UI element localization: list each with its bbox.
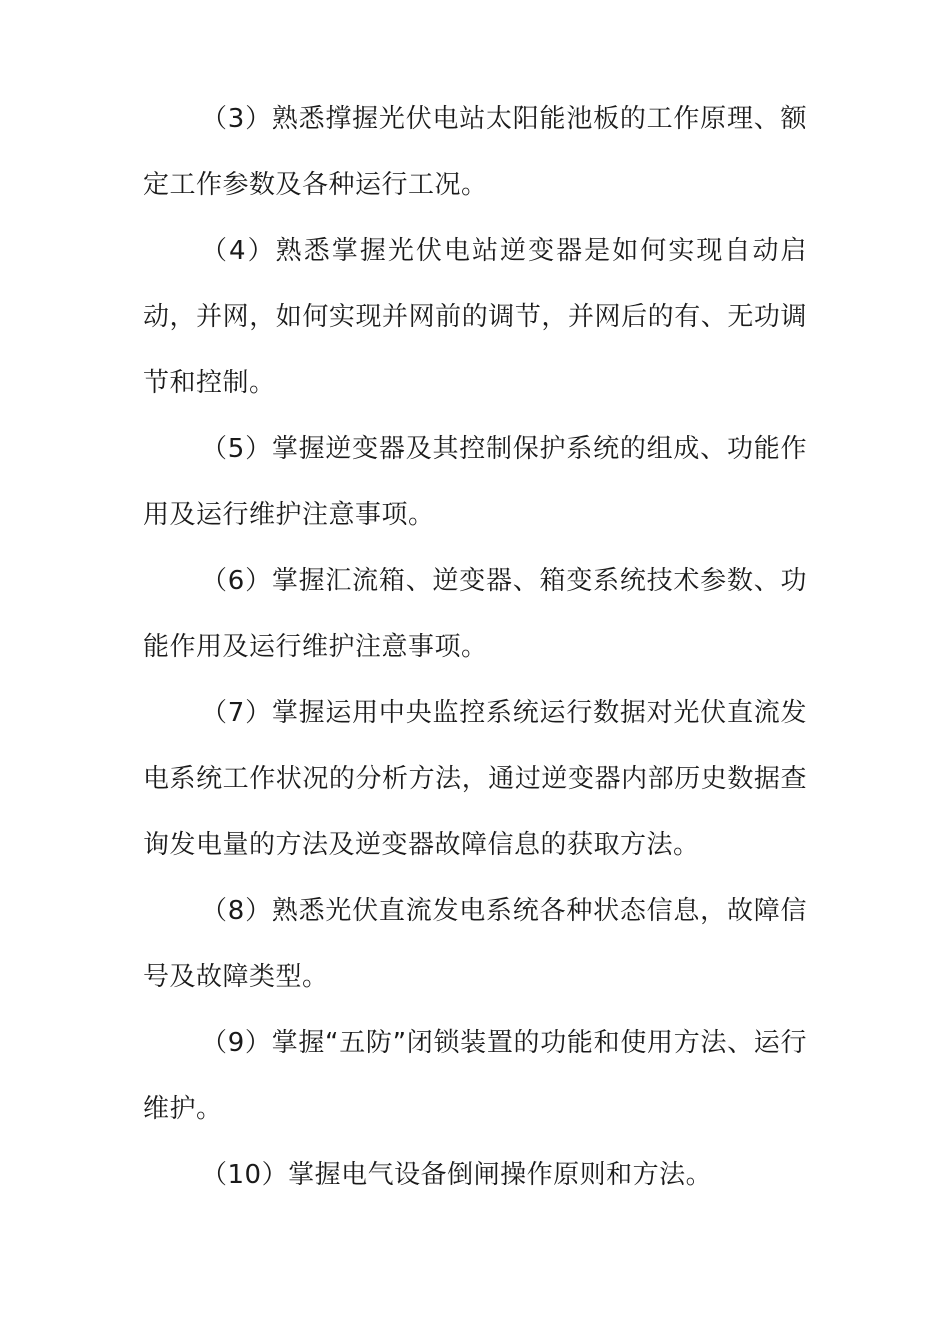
- paragraph-item-4: （4）熟悉掌握光伏电站逆变器是如何实现自动启动，并网，如何实现并网前的调节，并网后的有、无功调节和控制。: [143, 236, 807, 398]
- paragraph-item-5: （5）掌握逆变器及其控制保护系统的组成、功能作用及运行维护注意事项。: [143, 434, 807, 530]
- paragraph-item-8: （8）熟悉光伏直流发电系统各种状态信息，故障信号及故障类型。: [143, 896, 807, 992]
- paragraph-item-10: （10）掌握电气设备倒闸操作原则和方法。: [201, 1160, 713, 1190]
- paragraph-item-9: （9）掌握“五防”闭锁装置的功能和使用方法、运行维护。: [143, 1028, 807, 1124]
- paragraph-item-6: （6）掌握汇流箱、逆变器、箱变系统技术参数、功能作用及运行维护注意事项。: [143, 566, 807, 662]
- document-body: [143, 86, 807, 1208]
- paragraph-item-7: （7）掌握运用中央监控系统运行数据对光伏直流发电系统工作状况的分析方法，通过逆变器内部历史数据查询发电量的方法及逆变器故障信息的获取方法。: [143, 698, 807, 860]
- paragraph-item-3: （3）熟悉撑握光伏电站太阳能池板的工作原理、额定工作参数及各种运行工况。: [143, 104, 807, 200]
